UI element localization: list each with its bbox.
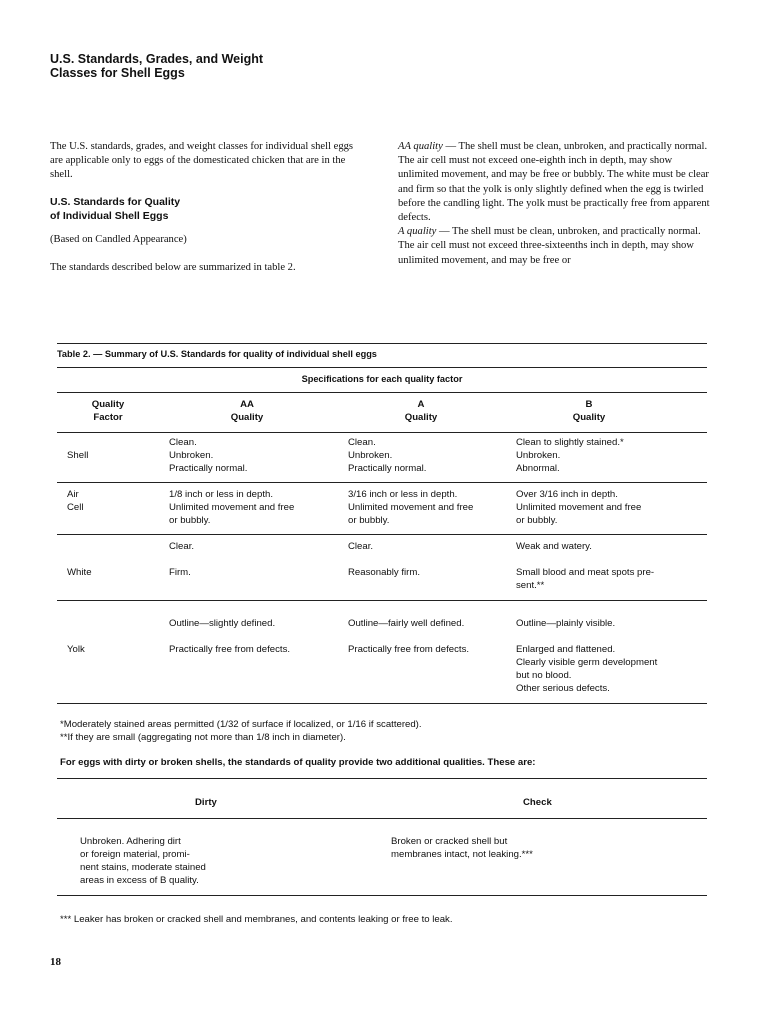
cell-line: Unlimited movement and free [516,502,642,513]
page-title [50,52,263,80]
page-title-line-1: U.S. Standards, Grades, and Weight [50,52,264,66]
header-line: Quality [230,412,264,423]
cell-line: Clean to slightly stained.* [516,437,624,448]
cell-line: Practically normal. [169,463,248,474]
cell-line: Over 3/16 inch in depth. [516,489,618,500]
cell-line: sent.** [516,580,545,591]
dirty-description [80,835,206,887]
cell-line: Clean. [169,437,197,448]
yolk-a-line-1: Outline—fairly well defined. [348,618,465,629]
header-line: Quality [572,412,606,423]
yolk-aa-line-2: Practically free from defects. [169,644,291,655]
cell-line: Unbroken. [516,450,561,461]
cell-line: Abnormal. [516,463,560,474]
header-line: Quality [404,412,438,423]
spec-header-rule [57,392,707,393]
footnote-single-star: *Moderately stained areas permitted (1/32 of surface if localized, or 1/16 if scattered). [60,719,422,730]
yolk-aa-line-1: Outline—slightly defined. [169,618,276,629]
header-a-quality [386,398,456,424]
white-row-rule [57,600,707,601]
header-quality-factor [78,398,138,424]
cell-line: but no blood. [516,670,572,681]
cell-line: Unlimited movement and free [348,502,474,513]
cell-line: Enlarged and flattened. [516,644,616,655]
cell-line: areas in excess of B quality. [80,875,199,886]
cell-line: or bubbly. [516,515,558,526]
cell-line: or bubbly. [348,515,390,526]
section-subtitle: (Based on Candled Appearance) [50,233,187,245]
white-aa-line-2: Firm. [169,567,191,578]
dirty-check-top-rule [57,778,707,779]
a-quality-text: — The shell must be clean, unbroken, and practically normal. The air cell must not exceed three-sixteenths inch in depth, may show unlimited movement, and may be free or [398,226,701,266]
air-a-cell [348,488,473,527]
right-column [398,140,710,268]
dirty-header: Dirty [195,797,217,808]
air-aa-cell [169,488,294,527]
cell-line: Clearly visible germ development [516,657,658,668]
cell-line: Clean. [348,437,376,448]
shell-row-rule [57,482,707,483]
section-heading-line-2: of Individual Shell Eggs [50,209,169,222]
cell-line: or bubbly. [169,515,211,526]
a-quality-label: A quality [398,226,437,238]
cell-line: Other serious defects. [516,683,610,694]
summary-paragraph: The standards described below are summarized in table 2. [50,261,296,273]
left-column [50,140,368,275]
header-line: Quality [91,399,125,410]
intro-paragraph: The U.S. standards, grades, and weight classes for individual shell eggs are applicable only to eggs of the domesticated chicken that are in the shell. [50,141,354,181]
header-aa-quality [212,398,282,424]
white-a-line-1: Clear. [348,541,374,552]
white-b-cell [516,566,654,592]
header-line: A [417,399,425,410]
aa-quality-label: AA quality [398,141,443,152]
section-heading-line-1: U.S. Standards for Quality [50,195,181,208]
shell-b-cell [516,436,624,475]
yolk-a-line-2: Practically free from defects. [348,644,470,655]
row-factor-yolk: Yolk [67,644,85,655]
table-bottom-rule [57,703,707,704]
header-line: AA [240,399,254,410]
dirty-check-header-rule [57,818,707,819]
cell-line: Practically normal. [348,463,427,474]
footnote-triple-star: *** Leaker has broken or cracked shell and membranes, and contents leaking or free to leak. [60,914,453,925]
cell-line: Unbroken. [169,450,214,461]
cell-line: nent stains, moderate stained [80,862,206,873]
shell-aa-cell [169,436,247,475]
page-number: 18 [50,956,61,968]
header-b-quality [554,398,624,424]
factor-line: Air [67,489,79,500]
spec-header: Specifications for each quality factor [301,374,463,384]
dirty-check-intro: For eggs with dirty or broken shells, the standards of quality provide two additional qualities. These are: [60,757,536,768]
header-rule [57,432,707,433]
cell-line: or foreign material, promi- [80,849,190,860]
page-title-line-2: Classes for Shell Eggs [50,66,185,80]
table-caption: Table 2. — Summary of U.S. Standards for quality of individual shell eggs [57,349,377,359]
cell-line: Unlimited movement and free [169,502,295,513]
row-factor-white: White [67,567,92,578]
table-caption-rule [57,367,707,368]
air-row-rule [57,534,707,535]
yolk-b-cell [516,643,657,695]
table-top-rule [57,343,707,344]
row-factor-air-cell [67,488,84,514]
row-factor-shell: Shell [67,450,89,461]
cell-line: 1/8 inch or less in depth. [169,489,273,500]
dirty-check-bottom-rule [57,895,707,896]
factor-line: Cell [67,502,84,513]
cell-line: Unbroken. [348,450,393,461]
aa-quality-paragraph [398,140,710,225]
cell-line: Small blood and meat spots pre- [516,567,655,578]
a-quality-paragraph [398,225,710,268]
shell-a-cell [348,436,426,475]
cell-line: 3/16 inch or less in depth. [348,489,458,500]
header-line: Factor [93,412,123,423]
check-header: Check [523,797,552,808]
header-line: B [585,399,593,410]
section-heading [50,195,368,223]
aa-quality-text: — The shell must be clean, unbroken, and practically normal. The air cell must not exceed one-eighth inch in depth, may show unlimited movement, and may be free or bubbly. The white must be clear and firm so that the yolk is only slightly defined when the egg is twirled before the candling light. The yolk must be practically free from apparent defects. [398,141,710,224]
yolk-b-line-1: Outline—plainly visible. [516,618,616,629]
air-b-cell [516,488,641,527]
footnote-double-star: **If they are small (aggregating not more than 1/8 inch in diameter). [60,732,346,743]
white-b-line-1: Weak and watery. [516,541,592,552]
cell-line: Unbroken. Adhering dirt [80,836,181,847]
white-aa-line-1: Clear. [169,541,195,552]
white-a-line-2: Reasonably firm. [348,567,420,578]
check-description [391,835,533,861]
cell-line: membranes intact, not leaking.*** [391,849,533,860]
cell-line: Broken or cracked shell but [391,836,508,847]
